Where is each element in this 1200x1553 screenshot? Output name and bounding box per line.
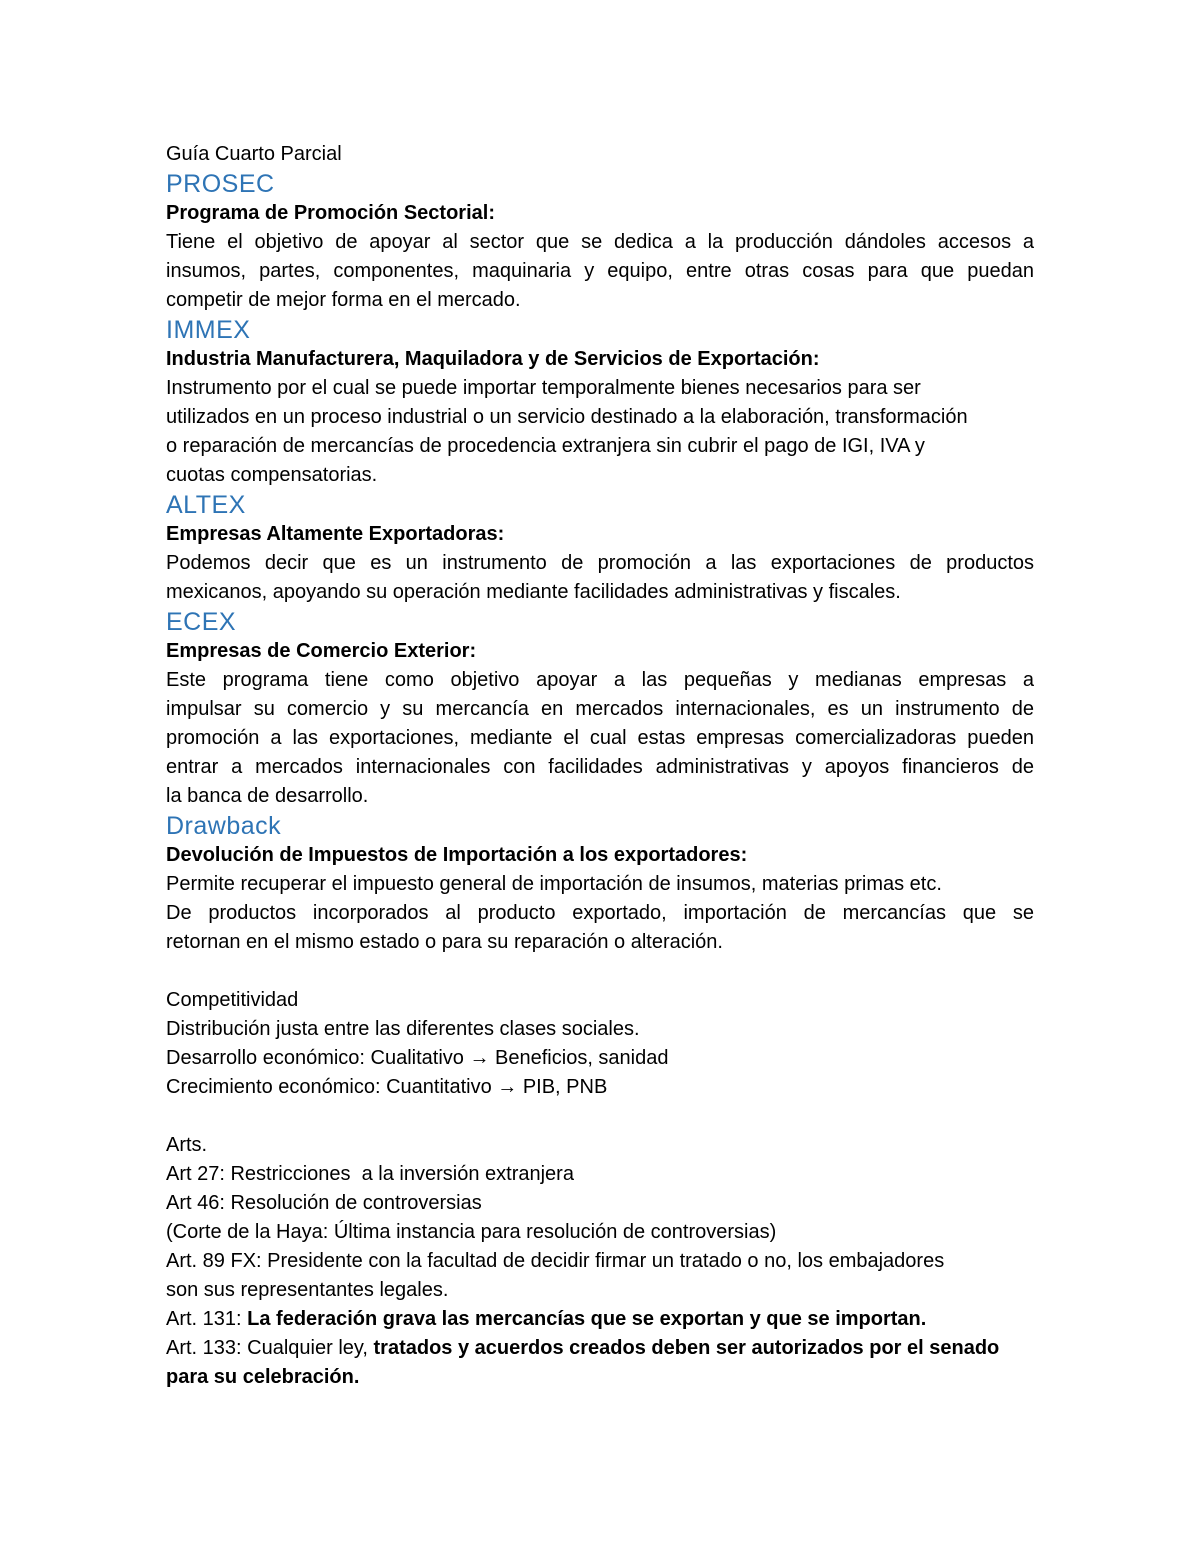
body-line: o reparación de mercancías de procedencia extranjera sin cubrir el pago de IGI, IVA y — [166, 435, 925, 457]
subtitle-prosec: Programa de Promoción Sectorial: — [166, 202, 495, 224]
art133-normal: Cualquier ley, — [247, 1337, 374, 1359]
body-line: retornan en el mismo estado o para su reparación o alteración. — [166, 931, 723, 953]
heading-drawback: Drawback — [166, 812, 282, 840]
art131-label: Art. 131: — [166, 1308, 248, 1330]
art133-bold: tratados y acuerdos creados deben ser autorizados por el senado — [373, 1337, 1000, 1359]
desarrollo-line — [166, 1044, 1034, 1073]
body-line: Podemos decir que es un instrumento de promoción a las exportaciones de productos — [166, 552, 1034, 574]
body-line: competir de mejor forma en el mercado. — [166, 289, 521, 311]
body-line: Tiene el objetivo de apoyar al sector que se dedica a la producción dándoles accesos a — [166, 231, 1034, 253]
art133-line-2: para su celebración. — [166, 1366, 360, 1388]
crecimiento-label: Crecimiento económico: Cuantitativo — [166, 1076, 492, 1098]
spacer — [166, 957, 1034, 986]
art131-text: La federación grava las mercancías que se exportan y que se importan. — [247, 1308, 927, 1330]
body-line: De productos incorporados al producto exportado, importación de mercancías que se — [166, 902, 1034, 924]
competitividad-line: Distribución justa entre las diferentes clases sociales. — [166, 1018, 640, 1040]
heading-prosec: PROSEC — [166, 170, 275, 198]
body-line: Este programa tiene como objetivo apoyar a las pequeñas y medianas empresas a — [166, 669, 1034, 691]
subtitle-drawback: Devolución de Impuestos de Importación a los exportadores: — [166, 844, 748, 866]
subtitle-immex: Industria Manufacturera, Maquiladora y de Servicios de Exportación: — [166, 348, 820, 370]
body-line: entrar a mercados internacionales con facilidades administrativas y apoyos financieros de — [166, 756, 1034, 778]
art89-line: Art. 89 FX: Presidente con la facultad de decidir firmar un tratado o no, los embajadores — [166, 1250, 945, 1272]
document-body — [166, 140, 1034, 1392]
body-line: Instrumento por el cual se puede importar temporalmente bienes necesarios para ser — [166, 377, 921, 399]
body-line: utilizados en un proceso industrial o un servicio destinado a la elaboración, transformación — [166, 406, 968, 428]
corte-line: (Corte de la Haya: Última instancia para resolución de controversias) — [166, 1221, 777, 1243]
body-line: la banca de desarrollo. — [166, 785, 369, 807]
desarrollo-label: Desarrollo económico: Cualitativo — [166, 1047, 464, 1069]
arrow-right-icon: → — [469, 1047, 490, 1069]
body-line: insumos, partes, componentes, maquinaria y equipo, entre otras cosas para que puedan — [166, 260, 1034, 282]
body-line: Permite recuperar el impuesto general de importación de insumos, materias primas etc. — [166, 873, 942, 895]
subtitle-ecex: Empresas de Comercio Exterior: — [166, 640, 477, 662]
body-line: promoción a las exportaciones, mediante el cual estas empresas comercializadoras pueden — [166, 727, 1034, 749]
heading-ecex: ECEX — [166, 608, 237, 636]
crecimiento-line — [166, 1073, 1034, 1102]
heading-immex: IMMEX — [166, 316, 251, 344]
art133-line — [166, 1334, 1034, 1363]
desarrollo-rest: Beneficios, sanidad — [489, 1047, 669, 1069]
art27-line: Art 27: Restricciones a la inversión extranjera — [166, 1163, 574, 1185]
document-title: Guía Cuarto Parcial — [166, 143, 342, 165]
art131-line — [166, 1305, 1034, 1334]
competitividad-title: Competitividad — [166, 989, 299, 1011]
body-line: impulsar su comercio y su mercancía en mercados internacionales, es un instrumento de — [166, 698, 1034, 720]
spacer — [166, 1102, 1034, 1131]
art89-line-2: son sus representantes legales. — [166, 1279, 449, 1301]
arts-title: Arts. — [166, 1134, 208, 1156]
body-line: mexicanos, apoyando su operación mediante facilidades administrativas y fiscales. — [166, 581, 901, 603]
subtitle-altex: Empresas Altamente Exportadoras: — [166, 523, 505, 545]
art133-label: Art. 133: — [166, 1337, 248, 1359]
body-line: cuotas compensatorias. — [166, 464, 378, 486]
arrow-right-icon: → — [497, 1076, 518, 1098]
art46-line: Art 46: Resolución de controversias — [166, 1192, 482, 1214]
crecimiento-rest: PIB, PNB — [517, 1076, 608, 1098]
heading-altex: ALTEX — [166, 491, 246, 519]
